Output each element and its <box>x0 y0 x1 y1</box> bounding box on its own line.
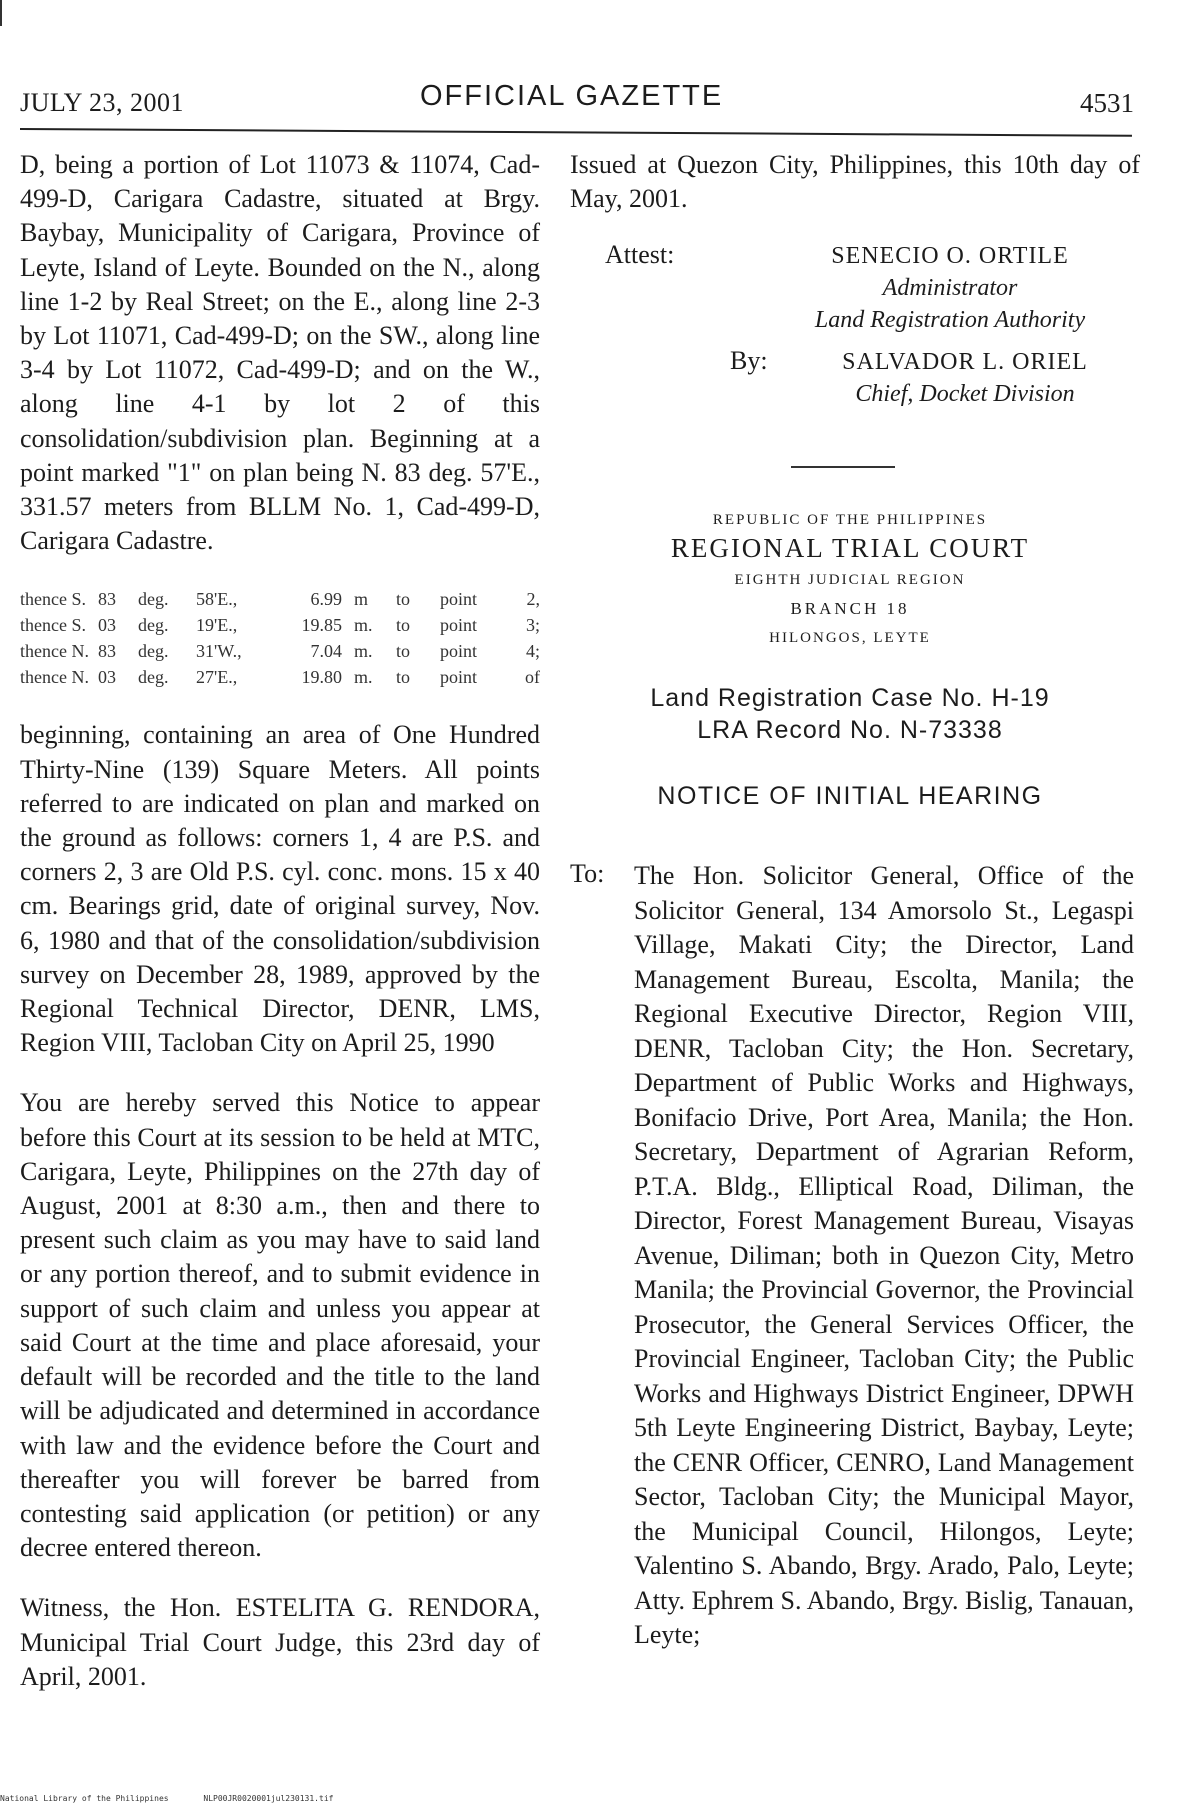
bearing-cell: 58'E., <box>196 588 238 609</box>
bearing-cell: m. <box>354 614 373 635</box>
by-label: By: <box>730 346 768 375</box>
court-branch: BRANCH 18 <box>790 599 910 618</box>
bearing-cell: to <box>396 666 411 687</box>
bearing-row <box>20 586 540 612</box>
by-title: Chief, Docket Division <box>855 381 1075 407</box>
bearing-cell: 31'W., <box>196 640 242 661</box>
bearing-cell: point <box>440 588 478 609</box>
witness-paragraph: Witness, the Hon. ESTELITA G. RENDORA, Municipal Trial Court Judge, this 23rd day of April, 2001. <box>20 1593 540 1691</box>
bearing-cell: 4; <box>525 640 540 661</box>
bearing-cell: 19.80 <box>301 666 342 687</box>
scan-edge-mark <box>0 0 2 26</box>
bearing-cell: to <box>396 640 411 661</box>
header-title: OFFICIAL GAZETTE <box>420 80 724 112</box>
bearing-cell: deg. <box>138 666 169 687</box>
bearing-cell: point <box>440 614 478 635</box>
to-label: To: <box>570 859 605 888</box>
bearing-cell: 83 <box>98 588 116 609</box>
record-number: LRA Record No. N-73338 <box>697 716 1003 744</box>
bearing-row <box>20 664 540 690</box>
attest-name: SENECIO O. ORTILE <box>831 243 1069 269</box>
by-block <box>570 346 1140 426</box>
bearing-cell: 83 <box>98 640 116 661</box>
bearing-cell: to <box>396 588 411 609</box>
attest-block <box>570 240 1140 340</box>
court-republic: REPUBLIC OF THE PHILIPPINES <box>712 512 988 528</box>
notice-paragraph: You are hereby served this Notice to appear before this Court at its session to be held at MTC, Carigara, Leyte, Philippines on the 27th day of August, 2001 at 8:30 a.m., then and there to present such claim as you may have to said land or any portion thereof, and to submit evidence in support of such claim and unless you appear at said Court at the time and place aforesaid, your default will be recorded and the title to the land will be adjudicated and determined in accordance with law and the evidence before the Court and thereafter you will forever be barred from contesting said application (or petition) or any decree entered thereon. <box>20 1088 540 1563</box>
attest-title: Administrator <box>882 275 1018 301</box>
section-divider <box>791 466 895 468</box>
header-rule <box>20 128 1132 137</box>
bearing-cell: deg. <box>138 640 169 661</box>
bearing-cell: point <box>440 666 478 687</box>
court-region: EIGHTH JUDICIAL REGION <box>734 572 966 588</box>
case-number: Land Registration Case No. H-19 <box>650 684 1050 712</box>
bearing-row <box>20 612 540 638</box>
bearing-cell: m <box>354 588 369 609</box>
footer-file-id: NLP00JR0020001jul230131.tif <box>203 1794 334 1803</box>
attest-label: Attest: <box>605 240 675 269</box>
bearing-cell: 19'E., <box>196 614 238 635</box>
right-column <box>570 148 1140 1653</box>
bearing-cell: 03 <box>98 666 116 687</box>
attest-office: Land Registration Authority <box>814 307 1086 333</box>
bearing-cell: thence S. <box>20 588 86 609</box>
by-signature <box>800 346 1130 410</box>
bearing-cell: 2, <box>526 588 540 609</box>
bearing-cell: thence S. <box>20 614 86 635</box>
notice-title: NOTICE OF INITIAL HEARING <box>657 782 1043 810</box>
attest-signature <box>770 240 1130 336</box>
court-name: REGIONAL TRIAL COURT <box>670 533 1030 563</box>
bearing-cell: deg. <box>138 614 169 635</box>
addressees-block <box>570 859 1140 1653</box>
court-heading <box>570 510 1130 652</box>
case-info <box>570 682 1130 746</box>
lot-description-paragraph: D, being a portion of Lot 11073 & 11074, Cad-499-D, Carigara Cadastre, situated at Brgy. Baybay, Municipality of Carigara, Province of Leyte, Island of Leyte. Bounded on the N., along line 1-2 by Real Street; on the E., along line 2-3 by Lot 11071, Cad-499-D; on the SW., along line 3-4 by Lot 11072, Cad-499-D; and on the W., along line 4-1 by lot 2 of this consolidation/subdivision plan. Beginning at a point marked "1" on plan being N. 83 deg. 57'E., 331.57 meters from BLLM No. 1, Cad-499-D, Carigara Cadastre. <box>20 150 540 556</box>
area-paragraph: beginning, containing an area of One Hundred Thirty-Nine (139) Square Meters. All points referred to are indicated on plan and marked on the ground as follows: corners 1, 4 are P.S. and corners 2, 3 are Old P.S. cyl. conc. mons. 15 x 40 cm. Bearings grid, date of original survey, Nov. 6, 1980 and that of the consolidation/subdivision survey on December 28, 1989, approved by the Regional Technical Director, DENR, LMS, Region VIII, Tacloban City on April 25, 1990 <box>20 720 540 1058</box>
bearing-cell: m. <box>354 666 373 687</box>
by-name: SALVADOR L. ORIEL <box>842 349 1088 375</box>
bearing-cell: thence N. <box>20 640 89 661</box>
bearing-cell: m. <box>354 640 373 661</box>
scan-footer <box>0 1794 333 1803</box>
left-column <box>20 148 540 1694</box>
bearing-cell: thence N. <box>20 666 89 687</box>
bearing-cell: point <box>440 640 478 661</box>
bearing-cell: 27'E., <box>196 666 238 687</box>
bearing-cell: of <box>525 666 540 687</box>
bearings-table <box>20 586 540 690</box>
bearing-row <box>20 638 540 664</box>
header-date: JULY 23, 2001 <box>20 88 184 117</box>
addressees-text: The Hon. Solicitor General, Office of the Solicitor General, 134 Amorsolo St., Legaspi Village, Makati City; the Director, Land Management Bureau, Escolta, Manila; the Regional Executive Director, Region VIII, DENR, Tacloban City; the Hon. Secretary, Department of Public Works and Highways, Bonifacio Drive, Port Area, Manila; the Hon. Secretary, Department of Agrarian Reform, P.T.A. Bldg., Elliptical Road, Diliman, the Director, Forest Management Bureau, Visayas Avenue, Diliman; both in Quezon City, Metro Manila; the Provincial Governor, the Provincial Prosecutor, the General Services Officer, the Provincial Engineer, Tacloban City; the Public Works and Highways District Engineer, DPWH 5th Leyte Engineering District, Baybay, Leyte; the CENR Officer, CENRO, Land Management Sector, Tacloban City; the Municipal Mayor, the Municipal Council, Hilongos, Leyte; Valentino S. Abando, Brgy. Arado, Palo, Leyte; Atty. Ephrem S. Abando, Brgy. Bislig, Tanauan, Leyte; <box>634 861 1134 1649</box>
court-location: HILONGOS, LEYTE <box>769 630 931 646</box>
bearing-cell: 19.85 <box>301 614 342 635</box>
issued-paragraph: Issued at Quezon City, Philippines, this 10th day of May, 2001. <box>570 150 1140 213</box>
bearing-cell: deg. <box>138 588 169 609</box>
header-page-number: 4531 <box>1080 88 1134 118</box>
bearing-cell: 6.99 <box>310 588 342 609</box>
bearing-cell: 7.04 <box>310 640 342 661</box>
footer-library: National Library of the Philippines <box>0 1794 169 1803</box>
bearing-cell: to <box>396 614 411 635</box>
bearing-cell: 3; <box>525 614 540 635</box>
bearing-cell: 03 <box>98 614 116 635</box>
